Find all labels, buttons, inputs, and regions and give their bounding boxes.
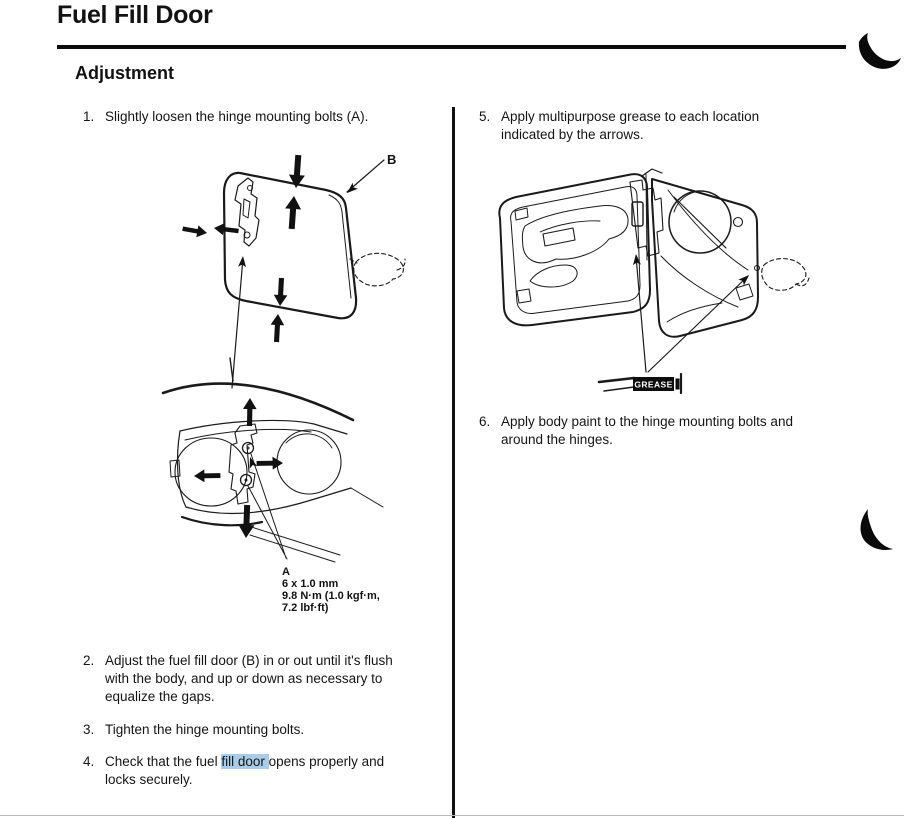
adjust-arrow-down-icon <box>273 278 288 307</box>
adjust-arrow-down-icon <box>238 505 255 539</box>
body-recess-outline <box>652 179 758 337</box>
body-panel-arc <box>163 384 353 420</box>
recess-slope-lines <box>661 190 748 322</box>
door-inner-edge <box>329 195 351 298</box>
adjust-arrow-right-icon <box>256 457 283 470</box>
hinge-detail <box>235 178 259 246</box>
step-5 <box>479 108 759 144</box>
bottom-rule <box>0 815 904 816</box>
step-text-segment: Check that the fuel <box>105 754 222 769</box>
grease-tube-cap-base <box>676 379 680 390</box>
step-1 <box>83 108 368 126</box>
adjust-arrow-right-icon <box>182 223 208 239</box>
step-text <box>501 413 793 449</box>
step-2 <box>83 652 393 706</box>
page-title: Fuel Fill Door <box>57 1 213 29</box>
door-lower-blob <box>530 265 577 287</box>
door-outline <box>224 173 356 318</box>
drain-hole <box>734 218 743 227</box>
door-detail-line <box>540 221 600 232</box>
bolt-center <box>247 447 249 449</box>
filler-cap-slash <box>674 197 726 248</box>
step-text-line: Apply body paint to the hinge mounting bolts and <box>501 414 793 429</box>
adjust-arrow-left-icon <box>194 469 221 482</box>
step-text <box>105 753 384 789</box>
section-heading: Adjustment <box>75 63 174 83</box>
step-number: 4. <box>83 754 95 769</box>
latch-dashed-tail <box>350 259 405 270</box>
door-gasket-contour <box>522 206 628 263</box>
torque-spec-metric: 9.8 N·m (1.0 kgf·m, <box>282 590 380 602</box>
scan-artifact-icon <box>850 505 896 559</box>
step-text-line: with the body, and up or down as necessary to <box>105 671 383 686</box>
step-text-line: Slightly loosen the hinge mounting bolts (A). <box>105 109 369 124</box>
adjust-arrow-up-icon <box>270 314 285 343</box>
door-stamp-rect <box>543 228 575 246</box>
step-number: 6. <box>479 414 491 429</box>
step-text <box>105 652 393 706</box>
hinge-detail-inner <box>243 199 250 218</box>
column-divider <box>452 107 455 818</box>
recess-right-opening <box>277 430 341 494</box>
step-text-line <box>105 753 384 771</box>
recess-right-rim <box>286 434 332 448</box>
step-text-line: equalize the gaps. <box>105 689 215 704</box>
grease-tube-nozzle <box>599 378 634 382</box>
bottom-contour <box>182 517 262 525</box>
door-adjust-diagram <box>160 138 430 390</box>
grease-tube-nozzle <box>604 387 634 391</box>
step-text-line: Adjust the fuel fill door (B) in or out until it's flush <box>105 653 393 668</box>
title-rule <box>57 45 846 49</box>
adjust-arrow-left-icon <box>213 222 239 237</box>
grease-leader-line <box>636 256 646 372</box>
step-text <box>105 108 368 126</box>
step-4 <box>83 753 384 789</box>
grease-locations-diagram <box>480 160 810 405</box>
step-text <box>105 721 304 739</box>
step-text-line: around the hinges. <box>501 432 613 447</box>
step-number: 5. <box>479 109 491 124</box>
grease-label: GREASE <box>634 379 673 390</box>
step-text-line: Tighten the hinge mounting bolts. <box>105 722 305 737</box>
recess-bracket <box>736 284 753 300</box>
detail-leader-line <box>230 358 233 381</box>
step-text-segment: opens properly and <box>268 754 385 769</box>
highlighted-text: fill door <box>221 754 269 769</box>
door-bracket <box>515 208 531 303</box>
body-top-notch <box>642 169 662 176</box>
recess-bottom-edge <box>186 488 351 514</box>
step-number: 2. <box>83 653 95 668</box>
label-b: B <box>387 152 397 167</box>
step-text-line: indicated by the arrows. <box>501 127 644 142</box>
step-text-line: Apply multipurpose grease to each location <box>501 109 760 124</box>
torque-spec-imperial: 7.2 lbf·ft) <box>282 602 329 614</box>
step-text-line: locks securely. <box>105 772 193 787</box>
hinge-detail-diagram <box>150 355 385 620</box>
step-3 <box>83 721 304 739</box>
grease-leader-line <box>648 276 748 372</box>
step-number: 1. <box>83 109 95 124</box>
step-6 <box>479 413 793 449</box>
adjust-arrow-up-icon <box>284 195 302 229</box>
bolt-size-spec: 6 x 1.0 mm <box>282 578 339 590</box>
latch-dashed-area <box>354 253 404 286</box>
step-text <box>501 108 759 144</box>
label-a-leader-wedge <box>248 454 287 559</box>
scan-artifact-icon <box>855 30 903 76</box>
step-number: 3. <box>83 722 95 737</box>
recess-top-edge <box>180 420 347 434</box>
label-a: A <box>282 566 290 578</box>
